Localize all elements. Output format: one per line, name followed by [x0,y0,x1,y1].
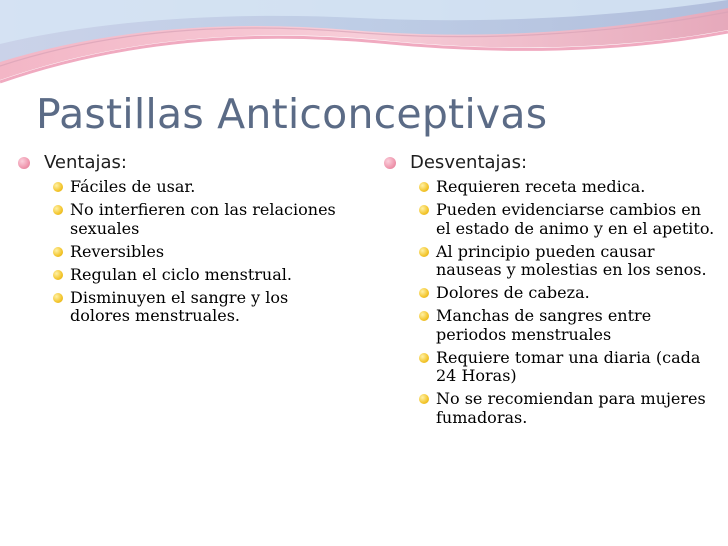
desventajas-heading-label: Desventajas: [410,152,528,173]
gold-bullet-icon [419,311,429,321]
list-item-text: Fáciles de usar. [70,177,196,196]
list-item [436,284,718,303]
list-item-text: Dolores de cabeza. [436,283,590,302]
gold-bullet-icon [53,182,63,192]
list-item [70,266,346,285]
list-item-text: Requiere tomar una diaria (cada 24 Horas) [436,347,701,385]
gold-bullet-icon [419,394,429,404]
gold-bullet-icon [419,288,429,298]
list-item [70,178,346,197]
list-item-text: Reversibles [70,241,165,261]
pink-bullet-icon [18,157,30,169]
list-item-text: Requieren receta medica. [436,177,646,196]
list-item [70,289,346,326]
list-item [70,201,346,238]
gold-bullet-icon [53,270,63,280]
list-item-text: Al principio pueden causar nauseas y molestias en los senos. [436,241,707,279]
list-item-text: No se recomiendan para mujeres fumadoras. [436,389,706,427]
gold-bullet-icon [419,353,429,363]
list-item [436,178,718,197]
desventajas-column [382,151,718,432]
list-item-text: Regulan el ciclo menstrual. [70,264,292,284]
desventajas-list [382,178,718,427]
gold-bullet-icon [419,205,429,215]
ventajas-heading [16,151,346,175]
ventajas-column [16,151,346,330]
pink-bullet-icon [384,157,396,169]
list-item [436,349,718,386]
desventajas-heading [382,151,718,175]
gold-bullet-icon [419,247,429,257]
list-item [436,243,718,280]
gold-bullet-icon [419,182,429,192]
gold-bullet-icon [53,205,63,215]
list-item [436,307,718,344]
list-item-text: Pueden evidenciarse cambios en el estado de animo y en el apetito. [436,200,715,238]
ventajas-heading-label: Ventajas: [44,152,127,173]
gold-bullet-icon [53,293,63,303]
header-wave-decoration [0,0,728,90]
list-item-text: Disminuyen el sangre y los dolores menstruales. [70,287,289,325]
list-item [70,243,346,262]
ventajas-list [16,178,346,326]
slide-title: Pastillas Anticonceptivas [36,90,548,138]
list-item-text: No interfieren con las relaciones sexuales [70,200,336,238]
list-item-text: Manchas de sangres entre periodos menstruales [436,306,652,344]
list-item [436,390,718,427]
gold-bullet-icon [53,247,63,257]
list-item [436,201,718,238]
